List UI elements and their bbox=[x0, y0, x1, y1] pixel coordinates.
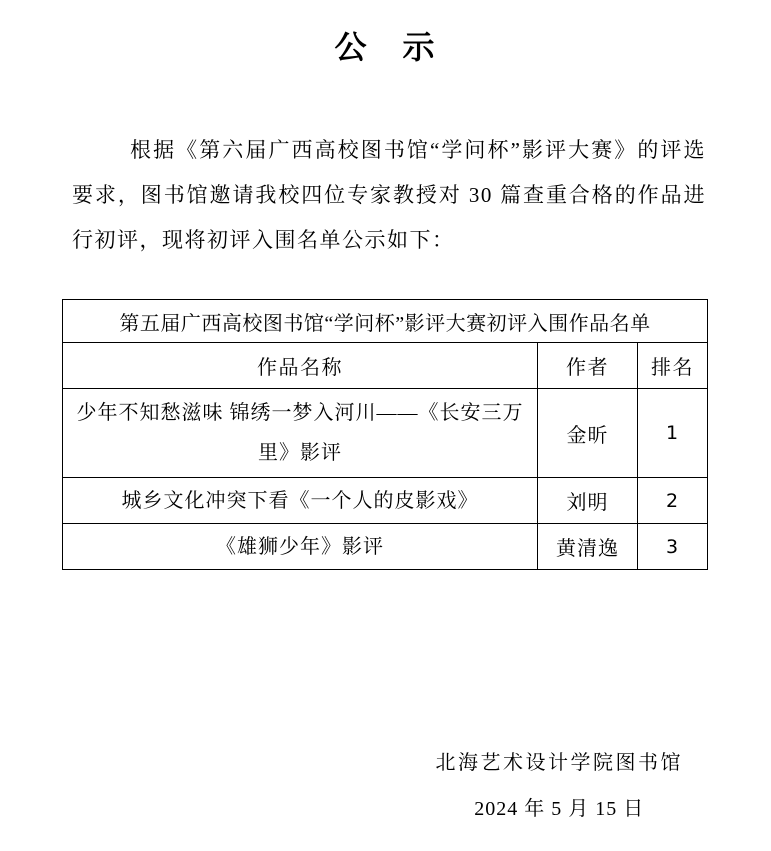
column-header-rank: 排名 bbox=[638, 343, 708, 389]
table-row bbox=[63, 389, 708, 478]
signature-org: 北海艺术设计学院图书馆 bbox=[435, 752, 683, 774]
table-caption-row bbox=[63, 300, 708, 343]
work-title-cell: 少年不知愁滋味 锦绣一梦入河川——《长安三万里》影评 bbox=[63, 389, 538, 478]
rank-cell: 3 bbox=[638, 524, 708, 570]
rank-cell: 2 bbox=[638, 478, 708, 524]
body-paragraph: 根据《第六届广西高校图书馆“学问杯”影评大赛》的评选要求，图书馆邀请我校四位专家教授对 30 篇查重合格的作品进行初评，现将初评入围名单公示如下： bbox=[72, 138, 706, 252]
page-title: 公 示 bbox=[334, 29, 437, 65]
rank-cell: 1 bbox=[638, 389, 708, 478]
column-header-author: 作者 bbox=[538, 343, 638, 389]
author-cell: 黄清逸 bbox=[538, 524, 638, 570]
table-header-row bbox=[63, 343, 708, 389]
shortlist-table bbox=[62, 299, 708, 570]
table-caption: 第五届广西高校图书馆“学问杯”影评大赛初评入围作品名单 bbox=[63, 300, 708, 343]
work-title-cell: 《雄狮少年》影评 bbox=[63, 524, 538, 570]
author-cell: 金昕 bbox=[538, 389, 638, 478]
table-row bbox=[63, 524, 708, 570]
work-title-cell: 城乡文化冲突下看《一个人的皮影戏》 bbox=[63, 478, 538, 524]
table-row bbox=[63, 478, 708, 524]
signature-block bbox=[436, 748, 684, 824]
author-cell: 刘明 bbox=[538, 478, 638, 524]
signature-date: 2024 年 5 月 15 日 bbox=[474, 798, 645, 820]
column-header-work-title: 作品名称 bbox=[63, 343, 538, 389]
